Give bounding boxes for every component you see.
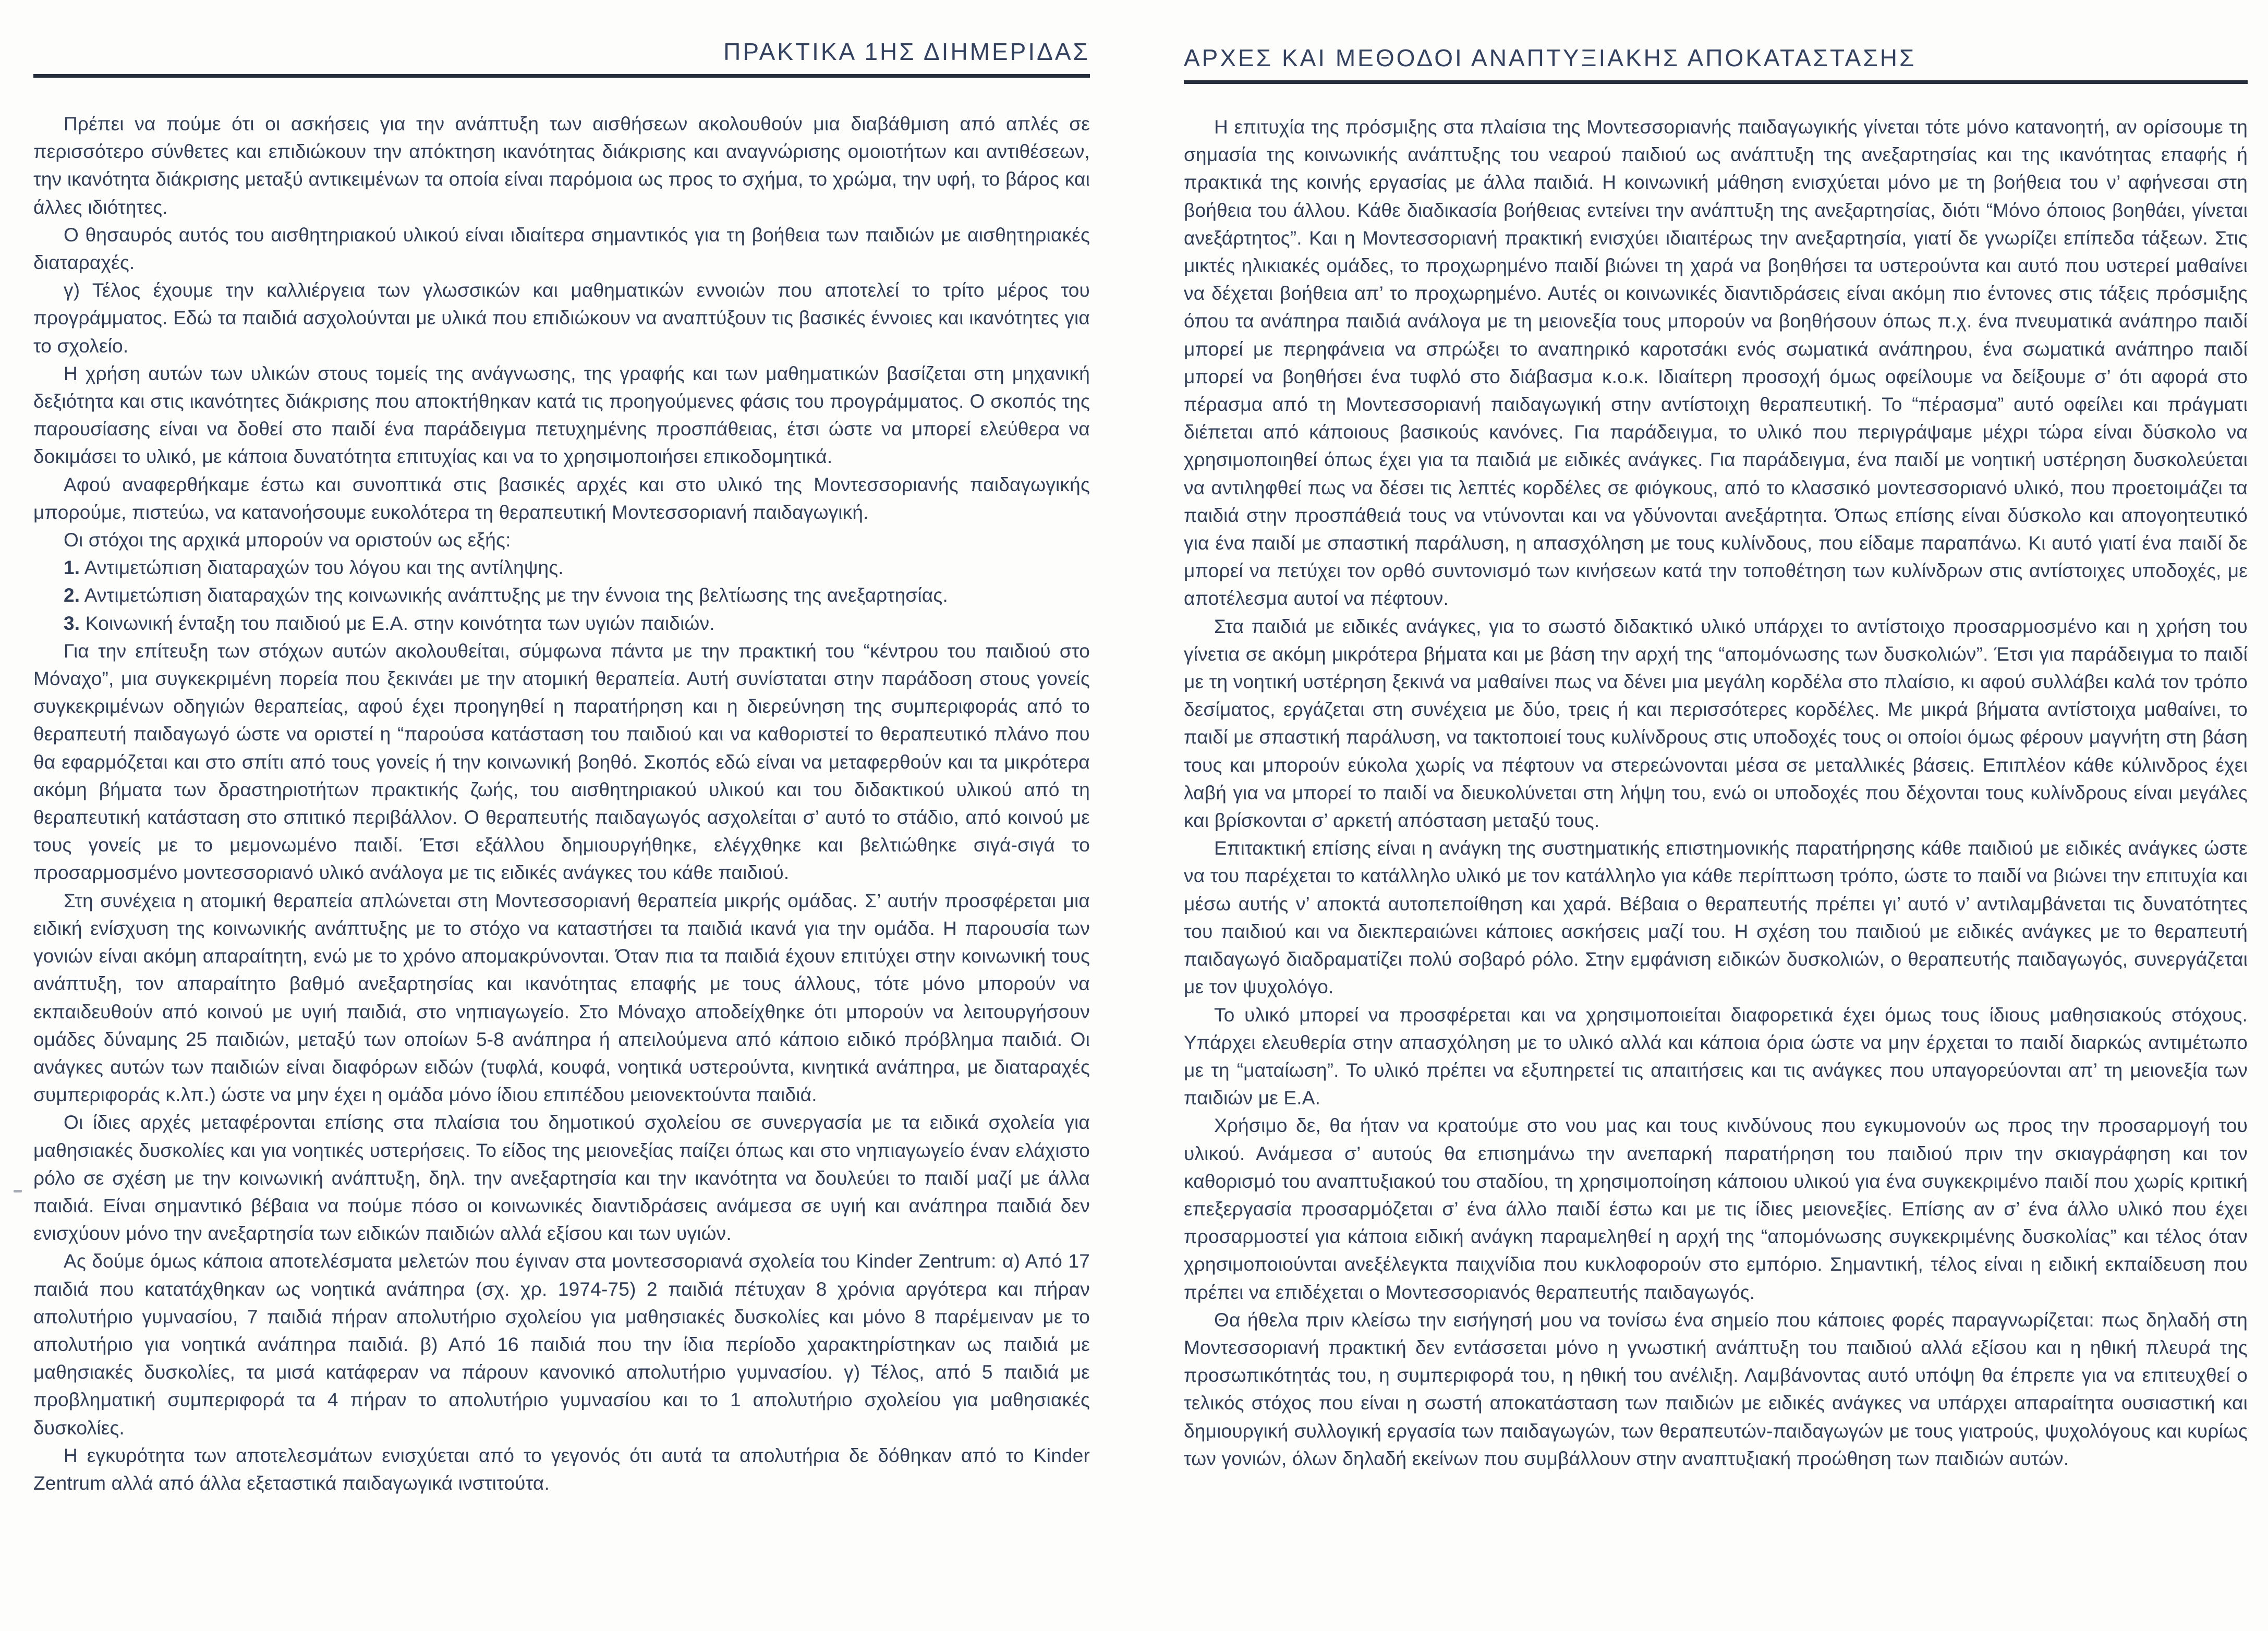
page-body-right bbox=[1184, 113, 2248, 1472]
scan-artifact-mark bbox=[14, 1190, 22, 1192]
paragraph: Οι ίδιες αρχές μεταφέρονται επίσης στα πλαίσια του δημοτικού σχολείου σε συνεργασία με τα ειδικά σχολεία για μαθησιακές δυσκολίες και για νοητικές υστερήσεις. Το είδος της μειονεξίας παίζει όπως και στο νηπιαγωγείο έναν ελάχιστο ρόλο σε σχέση με την κοινωνική ανάπτυξη, δηλ. την ανεξαρτησία και την ικανότητα να δουλεύει το παιδί μαζί με άλλα παιδιά. Είναι σημαντικό βέβαια να πούμε πόσο οι κοινωνικές διαντιδράσεις ανάμεσα σε υγιή και ανάπηρα παιδιά δεν ενισχύουν μόνο την ανεξαρτησία των ειδικών παιδιών αλλά εξίσου και των υγιών. bbox=[33, 1112, 1090, 1245]
list-item-text: Κοινωνική ένταξη του παιδιού με Ε.Α. στην κοινότητα των υγιών παιδιών. bbox=[80, 612, 715, 634]
paragraph: Η επιτυχία της πρόσμιξης στα πλαίσια της Μοντεσσοριανής παιδαγωγικής γίνεται τότε μόνο κατανοητή, αν ορίσουμε τη σημασία της κοινωνικής ανάπτυξης του νεαρού παιδιού ως ανάπτυξη της ανεξαρτησίας και της ικανότητας επαφής ή πρακτικά της κοινής εργασίας με άλλα παιδιά. Η κοινωνική μάθηση ενισχύεται μόνο με τη βοήθεια του ν’ αφήνεσαι στη βοήθεια του άλλου. Κάθε διαδικασία βοήθειας εντείνει την ανάπτυξη της ανεξαρτησίας, διότι “Μόνο όποιος βοηθάει, γίνεται ανεξάρτητος”. Και η Μοντεσσοριανή πρακτική ενισχύει ιδιαιτέρως την ανεξαρτησία, γιατί δε γνωρίζει επίπεδα τάξεων. Στις μικτές ηλικιακές ομάδες, το προχωρημένο παιδί βιώνει τη χαρά να βοηθήσει τα υστερούντα και αυτό που υστερεί μαθαίνει να δέχεται βοήθεια απ’ το προχωρημένο. Αυτές οι κοινωνικές διαντιδράσεις είναι ακόμη πιο έντονες στις τάξεις πρόσμιξης όπου τα ανάπηρα παιδιά ανάλογα με τη μειονεξία τους μπορούν να βοηθήσουν όπως π.χ. ένα πνευματικά ανάπηρο παιδί μπορεί με περηφάνεια να σπρώξει το αναπηρικό καροτσάκι ενός σωματικά ανάπηρου, ένα σωματικά ανάπηρο παιδί μπορεί να βοηθήσει ένα τυφλό στο διάβασμα κ.ο.κ. Ιδιαίτερη προσοχή όμως οφείλουμε να δείξουμε σ’ ότι αφορά στο πέρασμα από τη Μοντεσσοριανή παιδαγωγική στην αντίστοιχη θεραπευτική. Το “πέρασμα” αυτό οφείλει και πράγματι διέπεται από κάποιους βασικούς κανόνες. Για παράδειγμα, το υλικό που περιγράψαμε μέχρι τώρα είναι δύσκολο να χρησιμοποιηθεί όπως έχει για τα παιδιά με ειδικές ανάγκες. Για παράδειγμα, ένα παιδί με νοητική υστέρηση δυσκολεύεται να αντιληφθεί πως να δέσει τις λεπτές κορδέλες σε φιόγκους, από το κλασσικό μοντεσσοριανό υλικό, που προετοιμάζει τα παιδιά στην προσπάθειά τους να ντύνονται και να γδύνονται ανεξάρτητα. Όπως επίσης είναι δύσκολο και απογοητευτικό για ένα παιδί με σπαστική παράλυση, η απασχόληση με τους κυλίνδους, που είδαμε παραπάνω. Κι αυτό γιατί ένα παιδί δε μπορεί να πετύχει τον ορθό συντονισμό των κινήσεων κατά την τοποθέτηση των κυλίνδρων στις αντίστοιχες υποδοχές, με αποτέλεσμα αυτοί να πέφτουν. bbox=[1184, 116, 2248, 610]
paragraph: Η χρήση αυτών των υλικών στους τομείς της ανάγνωσης, της γραφής και των μαθηματικών βασίζεται στη μηχανική δεξιότητα και στις ικανότητες διάκρισης που αποκτήθηκαν κατά τις προηγούμενες φάσις του προγράμματος. Ο σκοπός της παρουσίασης είναι να δοθεί στο παιδί ένα παράδειγμα πετυχημένης προσπάθειας, έτσι ώστε να μπορεί ελεύθερα να δοκιμάσει το υλικό, με κάποια δυνατότητα επιτυχίας και να το χρησιμοποιήσει επικοδομητικά. bbox=[33, 362, 1090, 468]
paragraph: Επιτακτική επίσης είναι η ανάγκη της συστηματικής επιστημονικής παρατήρησης κάθε παιδιού με ειδικές ανάγκες ώστε να του παρέχεται το κατάλληλο υλικό με τον κατάλληλο για κάθε περίπτωση τρόπο, ώστε το παιδί να βιώνει την επιτυχία και μέσω αυτής ν’ αποκτά αυτοπεποίθηση και χαρά. Βέβαια ο θεραπευτής πρέπει γι’ αυτό ν’ αντιλαμβάνεται τις δυνατότητες του παιδιού και να διεκπεραιώνει κάποιες ασκήσεις μαζί του. Η σχέση του παιδιού με ειδικές ανάγκες με το θεραπευτή παιδαγωγό διαδραματίζει πολύ σοβαρό ρόλο. Στην εμφάνιση ειδικών δυσκολιών, ο θεραπευτής παιδαγωγός, συνεργάζεται με τον ψυχολόγο. bbox=[1184, 837, 2248, 998]
list-item-text: Αντιμετώπιση διαταραχών του λόγου και της αντίληψης. bbox=[80, 557, 564, 579]
paragraph: Θα ήθελα πριν κλείσω την εισήγησή μου να τονίσω ένα σημείο που κάποιες φορές παραγνωρίζεται: πως δηλαδή στη Μοντεσσοριανή πρακτική δεν εντάσσεται μόνο η γνωστική ανάπτυξη του παιδιού αλλά εξίσου και η ηθική πλευρά της προσωπικότητάς του, η συμπεριφορά του, η ηθική του ανέλιξη. Λαμβάνοντας αυτό υπόψη θα έπρεπε για να επιτευχθεί ο τελικός στόχος που είναι η σωστή αποκατάσταση των παιδιών με ειδικές ανάγκες να υπάρχει απαραίτητα ουσιαστική και δημιουργική συλλογική εργασία των παιδαγωγών, των θεραπευτών-παιδαγωγών με τους γιατρούς, ψυχολόγους και κυρίως των γονιών, όλων δηλαδή εκείνων που συμβάλλουν στην αναπτυξιακή προώθηση των παιδιών αυτών. bbox=[1184, 1309, 2248, 1469]
page-body-left bbox=[33, 110, 1090, 1497]
list-item bbox=[33, 581, 1090, 609]
page-left bbox=[33, 0, 1090, 1497]
paragraph: Ας δούμε όμως κάποια αποτελέσματα μελετών που έγιναν στα μοντεσσοριανά σχολεία του Kinder Zentrum: α) Από 17 παιδιά που κατατάχθηκαν ως νοητικά ανάπηρα (σχ. χρ. 1974-75) 2 παιδιά πέτυχαν 8 χρόνια αργότερα και πήραν απολυτήριο γυμνασίου, 7 παιδιά πήραν απολυτήριο σχολείου για μαθησιακές δυσκολίες και μόνο 8 παρέμειναν με το απολυτήριο για νοητικά ανάπηρα παιδιά. β) Από 16 παιδιά που την ίδια περίοδο χαρακτηρίστηκαν ως παιδιά με μαθησιακές δυσκολίες, τα μισά κατάφεραν να πάρουν κανονικό απολυτήριο γυμνασίου. γ) Τέλος, από 5 παιδιά με προβληματική συμπεριφορά τα 4 πήραν το απολυτήριο γυμνασίου και το 1 απολυτήριο σχολείου για μαθησιακές δυσκολίες. bbox=[33, 1250, 1090, 1439]
page-header-right: ΑΡΧΕΣ ΚΑΙ ΜΕΘΟΔΟΙ ΑΝΑΠΤΥΞΙΑΚΗΣ ΑΠΟΚΑΤΑΣΤΑΣΗΣ bbox=[1184, 44, 1917, 71]
header-rule-left bbox=[33, 74, 1090, 78]
paragraph: Στα παιδιά με ειδικές ανάγκες, για το σωστό διδακτικό υλικό υπάρχει το αντίστοιχο προσαρμοσμένο και η χρήση του γίνετια σε ακόμη μικρότερα βήματα και με βάση την αρχή της “απομόνωσης των δυσκολιών”. Έτσι για παράδειγμα το παιδί με τη νοητική υστέρηση ξεκινά να μαθαίνει πως να δένει μια μεγάλη κορδέλα στο πλαίσιο, κι αφού συλλάβει καλά τον τρόπο δεσίματος, εργάζεται στη συνέχεια με δύο, τρεις ή και περισσότερες κορδέλες. Με μικρά βήματα αντίστοιχα μαθαίνει, το παιδί με σπαστική παράλυση, να τακτοποιεί τους κυλίνδρους στις υποδοχές τους οι οποίοι όμως φέρουν μαγνήτη στη βάση τους και μπορούν εύκολα χωρίς να πέφτουν να στερεώνονται μέσα σε μεταλλικές βάσεις. Επιπλέον κάθε κύλινδρος έχει λαβή για να μπορεί το παιδί να διευκολύνεται στη λήψη του, ενώ οι υποδοχές που δέχονται τους κυλίνδρους είναι μεγάλες και βρίσκονται σ’ αρκετή απόσταση μεταξύ τους. bbox=[1184, 615, 2248, 832]
list-item-number: 3. bbox=[64, 612, 80, 634]
header-rule-right bbox=[1184, 80, 2248, 84]
paragraph: Αφού αναφερθήκαμε έστω και συνοπτικά στις βασικές αρχές και στο υλικό της Μοντεσσοριανής παιδαγωγικής μπορούμε, πιστεύω, να κατανοήσουμε ευκολότερα τη θεραπευτική Μοντεσσοριανή παιδαγωγική. bbox=[33, 473, 1090, 523]
page-right bbox=[1184, 0, 2248, 1472]
list-item-text: Αντιμετώπιση διαταραχών της κοινωνικής ανάπτυξης με την έννοια της βελτίωσης της ανεξαρτησίας. bbox=[80, 585, 948, 606]
paragraph: Το υλικό μπορεί να προσφέρεται και να χρησιμοποιείται διαφορετικά έχει όμως τους ίδιους μαθησιακούς στόχους. Υπάρχει ελευθερία στην απασχόληση με το υλικό αλλά και κάποια όρια ώστε να μην έρχεται το παιδί διαρκώς αντιμέτωπο με τη “ματαίωση”. Το υλικό πρέπει να εξυπηρετεί τις απαιτήσεις και τις ανάγκες που υπαγορεύονται απ’ τη μειονεξία των παιδιών με Ε.Α. bbox=[1184, 1004, 2248, 1109]
paragraph: Πρέπει να πούμε ότι οι ασκήσεις για την ανάπτυξη των αισθήσεων ακολουθούν μια διαβάθμιση από απλές σε περισσότερο σύνθετες και επιδιώκουν την απόκτηση ικανότητας διάκρισης και αναγνώρισης ομοιοτήτων και αντιθέσεων, την ικανότητα διάκρισης μεταξύ αντικειμένων τα οποία είναι παρόμοια ως προς το σχήμα, το χρώμα, την υφή, το βάρος και άλλες ιδιότητες. bbox=[33, 113, 1090, 218]
paragraph: Για την επίτευξη των στόχων αυτών ακολουθείται, σύμφωνα πάντα με την πρακτική του “κέντρου του παιδιού στο Μόναχο”, μια συγκεκριμένη πορεία που ξεκινάει με την ατομική θεραπεία. Αυτή συνίσταται στην παράδοση στους γονείς συγκεκριμένων οδηγιών θεραπείας, αφού έχει προηγηθεί η παρατήρηση και η διερεύνηση της συμπεριφοράς από το θεραπευτή παιδαγωγό ώστε να οριστεί η “παρούσα κατάσταση του παιδιού και να καθοριστεί το θεραπευτικό πλάνο που θα εφαρμόζεται και στο σπίτι από τους γονείς ή την κοινωνική βοηθό. Σκοπός εδώ είναι να μεταφερθούν και τα μικρότερα ακόμη βήματα των δραστηριοτήτων πρακτικής ζωής, του αισθητηριακού υλικού και του διδακτικού υλικού από τη θεραπευτική κατάσταση στο σπιτικό περιβάλλον. Ο θεραπευτής παιδαγωγός ασχολείται σ’ αυτό το στάδιο, από κοινού με τους γονείς με το μεμονωμένο παιδί. Έτσι εξάλλου δημιουργήθηκε, ελέγχθηκε και βελτιώθηκε σιγά-σιγά το προσαρμοσμένο μοντεσσοριανό υλικό ανάλογα με τις ειδικές ανάγκες του κάθε παιδιού. bbox=[33, 640, 1090, 884]
list-item-number: 1. bbox=[64, 557, 80, 579]
paragraph: Χρήσιμο δε, θα ήταν να κρατούμε στο νου μας και τους κινδύνους που εγκυμονούν ως προς την προσαρμογή του υλικού. Ανάμεσα σ’ αυτούς θα επισημάνω την ανεπαρκή παρατήρηση του παιδιού πριν την σκιαγράφηση και τον καθορισμό του αναπτυξιακού του σταδίου, τη χρησιμοποίηση κάποιου υλικού για ένα συγκεκριμένο παιδί που χωρίς κριτική επεξεργασία προσαρμόζεται σ’ ένα άλλο παιδί έστω και με τις ίδιες μειονεξίες. Επίσης αν σ’ ένα άλλο υλικό που έχει προσαρμοστεί για κάποια ειδική ανάγκη παραμεληθεί η αρχή της “απομόνωσης συγκεκριμένης δυσκολίας” και τέλος όταν χρησιμοποιούνται ανεξέλεγκτα παιχνίδια που κυκλοφορούν στο εμπόριο. Σημαντική, τέλος είναι η ειδική εκπαίδευση που πρέπει να επιδέχεται ο Μοντεσσοριανός θεραπευτής παιδαγωγός. bbox=[1184, 1115, 2248, 1303]
list-item bbox=[33, 610, 1090, 637]
paragraph: Η εγκυρότητα των αποτελεσμάτων ενισχύεται από το γεγονός ότι αυτά τα απολυτήρια δε δόθηκαν από το Kinder Zentrum αλλά από άλλα εξεταστικά παιδαγωγικά ινστιτούτα. bbox=[33, 1444, 1090, 1494]
paragraph: Οι στόχοι της αρχικά μπορούν να οριστούν ως εξής: bbox=[64, 529, 511, 551]
list-item-number: 2. bbox=[64, 585, 80, 606]
paragraph: γ) Τέλος έχουμε την καλλιέργεια των γλωσσικών και μαθηματικών εννοιών που αποτελεί το τρίτο μέρος του προγράμματος. Εδώ τα παιδιά ασχολούνται με υλικά που επιδιώκουν να αναπτύξουν τις βασικές έννοιες και ικανότητες για το σχολείο. bbox=[33, 279, 1090, 357]
paragraph: Ο θησαυρός αυτός του αισθητηριακού υλικού είναι ιδιαίτερα σημαντικός για τη βοήθεια των παιδιών με αισθητηριακές διαταραχές. bbox=[33, 224, 1090, 274]
paragraph: Στη συνέχεια η ατομική θεραπεία απλώνεται στη Μοντεσσοριανή θεραπεία μικρής ομάδας. Σ’ αυτήν προσφέρεται μια ειδική ενίσχυση της κοινωνικής ανάπτυξης με το στόχο να καταστήσει τα παιδιά ικανά για την ομάδα. Η παρουσία των γονιών είναι ακόμη απαραίτητη, ενώ με το χρόνο απομακρύνονται. Όταν πια τα παιδιά έχουν επιτύχει στην κοινωνική τους ανάπτυξη, τον απαραίτητο βαθμό ανεξαρτησίας και ικανότητας επαφής με τους άλλους, τότε μόνο μπορούν να εκπαιδευθούν από κοινού με υγιή παιδιά, στο νηπιαγωγείο. Στο Μόναχο αποδείχθηκε ότι μπορούν να λειτουργήσουν ομάδες δύναμης 25 παιδιών, μεταξύ των οποίων 5-8 ανάπηρα ή απειλούμενα από κάποιο ειδικό πρόβλημα παιδιά. Οι ανάγκες αυτών των παιδιών είναι διαφόρων ειδών (τυφλά, κουφά, νοητικά υστερούντα, κινητικά ανάπηρα, με διαταραχές συμπεριφοράς κ.λπ.) ώστε να μην έχει η ομάδα μόνο ίδιου επιπέδου μειονεκτούντα παιδιά. bbox=[33, 890, 1090, 1106]
list-item bbox=[33, 554, 1090, 581]
page-header-left: ΠΡΑΚΤΙΚΑ 1ΗΣ ΔΙΗΜΕΡΙΔΑΣ bbox=[723, 38, 1090, 65]
